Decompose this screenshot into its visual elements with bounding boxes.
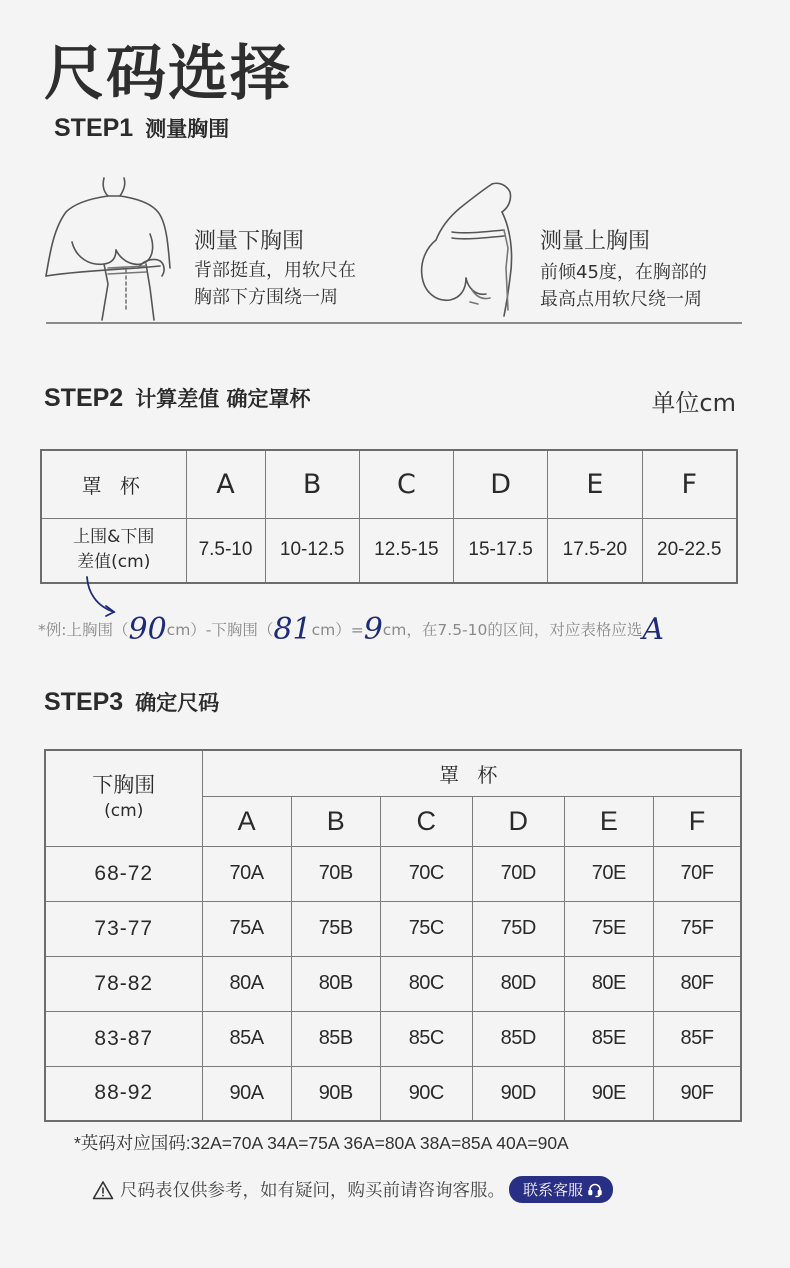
size-cell: 80E (564, 956, 653, 1011)
difference-cell: 15-17.5 (454, 518, 548, 583)
band-cell: 83-87 (45, 1011, 202, 1066)
example-mid3: cm，在7.5-10的区间，对应表格应选 (382, 621, 643, 639)
step2-title: 计算差值 确定罩杯 (135, 387, 311, 411)
difference-cell: 7.5-10 (186, 518, 265, 583)
size-cell: 80C (380, 956, 472, 1011)
table-row (45, 1066, 741, 1121)
cup-cell: A (186, 450, 265, 518)
size-cell: 75D (472, 901, 564, 956)
cup-header-cell: E (564, 796, 653, 846)
difference-header-line1: 上围&下围 (73, 527, 155, 548)
table-row (45, 901, 741, 956)
underbust-measure-illustration (42, 172, 182, 322)
overbust-measure-illustration (412, 178, 532, 318)
size-cell: 75A (202, 901, 291, 956)
size-cell: 75E (564, 901, 653, 956)
example-prefix: *例:上胸围（ (38, 621, 129, 639)
cup-header: 罩 杯 (41, 450, 186, 518)
step1-label: STEP1 (54, 114, 134, 142)
overbust-desc-line1: 前倾45度，在胸部的 (540, 262, 707, 283)
size-cell: 90A (202, 1066, 291, 1121)
difference-cell: 12.5-15 (359, 518, 453, 583)
size-cell: 85C (380, 1011, 472, 1066)
step3-heading (44, 687, 219, 717)
band-header-line2: (cm) (104, 801, 144, 822)
table-row (45, 1011, 741, 1066)
size-cell: 70E (564, 846, 653, 901)
size-cell: 90D (472, 1066, 564, 1121)
size-cell: 70C (380, 846, 472, 901)
footer-disclaimer (92, 1176, 613, 1203)
size-cell: 70A (202, 846, 291, 901)
size-cell: 80F (653, 956, 741, 1011)
band-cell: 73-77 (45, 901, 202, 956)
cup-cell: F (642, 450, 737, 518)
size-cell: 80B (291, 956, 380, 1011)
footer-text: 尺码表仅供参考，如有疑问，购买前请咨询客服。 (120, 1181, 505, 1201)
overbust-measure-desc (540, 259, 707, 313)
cup-header-cell: F (653, 796, 741, 846)
cup-header-cell: B (291, 796, 380, 846)
cup-header-cell: C (380, 796, 472, 846)
headset-icon (587, 1182, 603, 1198)
size-cell: 85A (202, 1011, 291, 1066)
step1-title: 测量胸围 (145, 117, 230, 141)
size-cell: 80D (472, 956, 564, 1011)
difference-header-line2: 差值(cm) (77, 552, 151, 573)
size-cell: 85B (291, 1011, 380, 1066)
underbust-measure-desc (194, 257, 356, 311)
table-row (45, 846, 741, 901)
size-cell: 90B (291, 1066, 380, 1121)
table-row (45, 956, 741, 1011)
page-title: 尺码选择 (44, 39, 292, 109)
cup-group-header: 罩 杯 (202, 750, 741, 796)
example-mid2: cm）= (311, 621, 364, 639)
uk-size-conversion-note: *英码对应国码:32A=70A 34A=75A 36A=80A 38A=85A 40A=90A (74, 1133, 569, 1153)
size-cell: 85E (564, 1011, 653, 1066)
size-cell: 80A (202, 956, 291, 1011)
size-cell: 85F (653, 1011, 741, 1066)
cup-row (41, 450, 737, 518)
size-cell: 85D (472, 1011, 564, 1066)
cup-header-cell: A (202, 796, 291, 846)
cup-difference-table (40, 449, 738, 584)
band-cell: 78-82 (45, 956, 202, 1011)
band-cell: 68-72 (45, 846, 202, 901)
difference-cell: 17.5-20 (548, 518, 642, 583)
cup-cell: E (548, 450, 642, 518)
unit-label: 单位cm (651, 389, 736, 417)
step2-label: STEP2 (44, 384, 124, 412)
difference-cell: 20-22.5 (642, 518, 737, 583)
band-cell: 88-92 (45, 1066, 202, 1121)
example-diff-value: 9 (363, 612, 383, 647)
size-cell: 70B (291, 846, 380, 901)
contact-service-button[interactable] (509, 1176, 613, 1203)
difference-row (41, 518, 737, 583)
example-under-value: 81 (273, 612, 312, 647)
size-cell: 90F (653, 1066, 741, 1121)
difference-cell: 10-12.5 (265, 518, 359, 583)
example-cup: A (642, 612, 665, 647)
step1-heading (54, 113, 229, 143)
cup-cell: B (265, 450, 359, 518)
step3-label: STEP3 (44, 688, 124, 716)
size-table-header-row (45, 750, 741, 796)
size-cell: 70F (653, 846, 741, 901)
step2-heading (44, 383, 311, 413)
underbust-measure-title: 测量下胸围 (194, 229, 305, 254)
cup-header-cell: D (472, 796, 564, 846)
example-over-value: 90 (128, 612, 167, 647)
size-cell: 90C (380, 1066, 472, 1121)
step1-divider (46, 322, 742, 324)
size-cell: 75C (380, 901, 472, 956)
overbust-desc-line2: 最高点用软尺绕一周 (540, 289, 702, 310)
band-header (45, 750, 202, 846)
example-mid1: cm）-下胸围（ (166, 621, 274, 639)
size-cell: 75B (291, 901, 380, 956)
step3-title: 确定尺码 (135, 691, 220, 715)
size-cell: 70D (472, 846, 564, 901)
cup-cell: C (359, 450, 453, 518)
example-calculation (38, 612, 664, 647)
underbust-desc-line1: 背部挺直，用软尺在 (194, 260, 356, 281)
size-cell: 90E (564, 1066, 653, 1121)
underbust-desc-line2: 胸部下方围绕一周 (194, 287, 338, 308)
size-table (44, 749, 742, 1122)
cup-cell: D (454, 450, 548, 518)
contact-service-label: 联系客服 (523, 1181, 584, 1199)
overbust-measure-title: 测量上胸围 (540, 229, 651, 254)
band-header-line1: 下胸围 (92, 773, 156, 798)
size-cell: 75F (653, 901, 741, 956)
warning-icon (92, 1180, 114, 1200)
